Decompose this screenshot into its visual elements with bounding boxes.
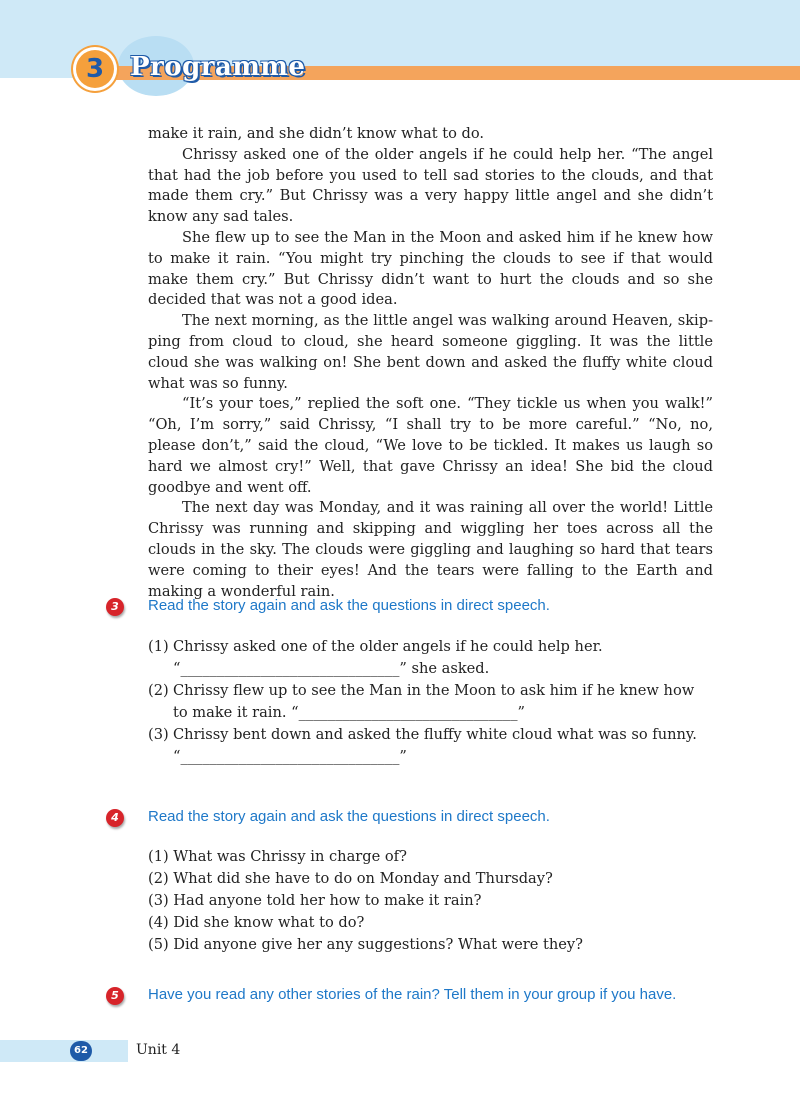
story-paragraph: She flew up to see the Man in the Moon and asked him if he knew how to make it rain. “You might try pinching the clouds to see if that would make them cry.” But Chrissy didn’t want to hurt the clouds and so she decided that was not a good idea. <box>148 228 713 309</box>
story-text <box>148 124 713 602</box>
task-3-item <box>148 724 718 768</box>
task-3-item <box>148 636 718 680</box>
question-item: (4) Did she know what to do? <box>148 914 365 931</box>
unit-label: Unit 4 <box>136 1042 181 1058</box>
task-3-icon: 3 <box>106 598 124 616</box>
task-4-instruction: Read the story again and ask the questions in direct speech. <box>148 808 550 825</box>
item-answer-line[interactable]: to make it rain. “______________________________” <box>173 704 525 721</box>
task-5-instruction: Have you read any other stories of the rain? Tell them in your group if you have. <box>148 986 677 1003</box>
section-title: Programme <box>130 52 306 82</box>
story-paragraph: “It’s your toes,” replied the soft one. “They tickle us when you walk!” “Oh, I’m sorry,” said Chrissy, “I shall try to be more careful.” “No, no, please don’t,” said the cloud, “We love to be tickled. It makes us laugh so hard we almost cry!” Well, that gave Chrissy an idea! She bid the cloud goodbye and went off. <box>148 395 713 496</box>
task-3-item <box>148 680 718 724</box>
question-item: (2) What did she have to do on Monday and Thursday? <box>148 870 553 887</box>
task-3-items <box>148 636 718 768</box>
story-paragraph: The next day was Monday, and it was raining all over the world! Little Chrissy was running and skipping and wiggling her toes across all the clouds in the sky. The clouds were giggling and laughing so hard that tears were coming to their eyes! And the tears were falling to the Earth and making a wonderful rain. <box>148 499 713 600</box>
question-item: (3) Had anyone told her how to make it rain? <box>148 892 482 909</box>
task-4-questions <box>148 846 708 956</box>
item-number: (1) <box>148 638 169 655</box>
story-paragraph: The next morning, as the little angel was walking around Heaven, skipping from cloud to cloud, she heard someone giggling. It was the little cloud she was walking on! She bent down and asked the fluffy white cloud what was so funny. <box>148 312 713 392</box>
page-number: 62 <box>70 1041 92 1061</box>
question-item: (5) Did anyone give her any suggestions? What were they? <box>148 936 583 953</box>
task-4-icon: 4 <box>106 809 124 827</box>
footer-band <box>0 1040 128 1062</box>
story-paragraph: make it rain, and she didn’t know what to do. <box>148 125 485 142</box>
item-line: Chrissy asked one of the older angels if he could help her. <box>173 638 603 655</box>
item-line: Chrissy bent down and asked the fluffy white cloud what was so funny. <box>173 726 697 743</box>
item-number: (3) <box>148 726 169 743</box>
task-3-instruction: Read the story again and ask the questions in direct speech. <box>148 597 550 614</box>
item-answer-line[interactable]: “______________________________” <box>173 748 407 765</box>
question-item: (1) What was Chrissy in charge of? <box>148 848 407 865</box>
story-paragraph: Chrissy asked one of the older angels if he could help her. “The angel that had the job before you used to tell sad stories to the clouds, and that made them cry.” But Chrissy was a very happy little angel and she didn’t know any sad tales. <box>148 145 713 226</box>
item-number: (2) <box>148 682 169 699</box>
item-line: Chrissy flew up to see the Man in the Moon to ask him if he knew how <box>173 682 695 699</box>
section-number-badge: 3 <box>76 50 114 88</box>
task-5-icon: 5 <box>106 987 124 1005</box>
item-answer-line[interactable]: “______________________________” she asked. <box>173 660 490 677</box>
